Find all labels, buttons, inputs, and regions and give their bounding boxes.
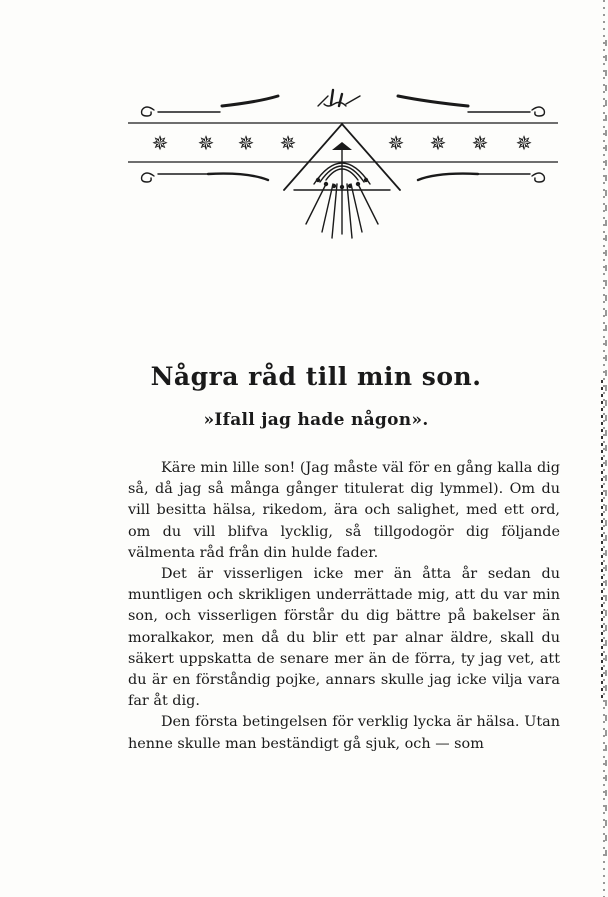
svg-text:✵: ✵ — [151, 131, 169, 155]
svg-text:✵: ✵ — [197, 131, 215, 155]
chapter-title: Några råd till min son. — [150, 362, 482, 391]
svg-text:✵: ✵ — [515, 131, 533, 155]
chapter-subtitle: »Ifall jag hade någon». — [203, 410, 429, 430]
svg-text:✵: ✵ — [471, 131, 489, 155]
page-edge-shadow-icon — [594, 0, 608, 897]
svg-text:✵: ✵ — [279, 131, 297, 155]
svg-text:✵: ✵ — [429, 131, 447, 155]
paragraph-1: Käre min lille son! (Jag måste väl för en gång kalla dig så, då jag så många gånger titulerat dig lymmel). Om du vill besitta hälsa, rikedom, ära och salighet, med ett ord, om du vill blifva lycklig, så tillgodogör dig följande välmenta råd från din hulde fader. — [128, 460, 560, 561]
svg-text:✵: ✵ — [387, 131, 405, 155]
paragraph-2: Det är visserligen icke mer än åtta år sedan du muntligen och skrikligen underrättade mig, att du var min son, och visserligen förstår du dig bättre på bakelser än moralkakor, men då du blir ett par alnar äldre, skall du säkert uppskatta de senare mer än de förra, ty jag vet, att du är en förståndig pojke, annars skulle jag icke vilja vara far åt dig. — [128, 566, 560, 710]
paragraph-3: Den första betingelsen för verklig lycka är hälsa. Utan henne skulle man beständigt gå sjuk, och — som — [128, 714, 560, 752]
svg-text:✵: ✵ — [237, 131, 255, 155]
body-text — [128, 458, 560, 755]
decorative-header-ornament-icon — [128, 84, 558, 244]
